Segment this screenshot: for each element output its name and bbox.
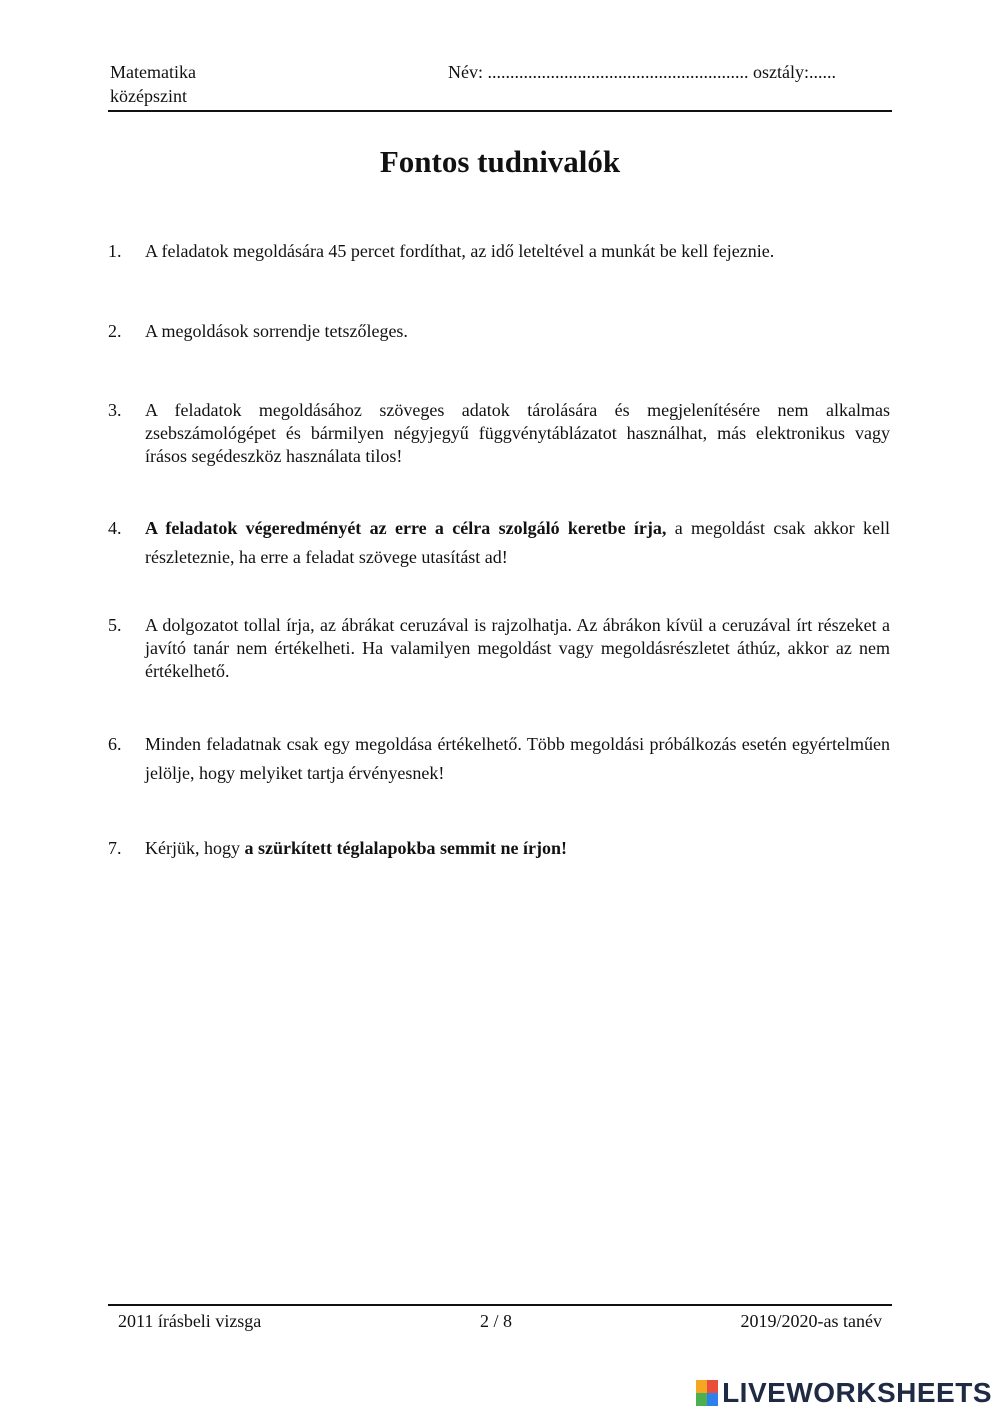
list-item-number: 2. bbox=[108, 321, 122, 341]
list-item bbox=[108, 514, 890, 572]
list-item bbox=[108, 730, 890, 788]
liveworksheets-wordmark: LIVEWORKSHEETS bbox=[722, 1377, 992, 1408]
list-item bbox=[108, 837, 890, 860]
list-item-text: Minden feladatnak csak egy megoldása értékelhető. Több megoldási próbálkozás esetén egyértelműen jelölje, hogy melyiket tartja érvényesnek! bbox=[145, 734, 890, 783]
logo-square-orange bbox=[696, 1380, 707, 1393]
header-name-class-line: Név: .......................................................... osztály:...... bbox=[448, 62, 836, 82]
list-item-text: A feladatok megoldásához szöveges adatok tárolására és megjelenítésére nem alkalmas zsebszámológépet és bármilyen négyjegyű függvénytáblázatot használhat, más elektronikus vagy írásos segédeszköz használata tilos! bbox=[145, 400, 890, 466]
page-title: Fontos tudnivalók bbox=[379, 144, 621, 179]
list-item bbox=[108, 240, 890, 263]
list-item-number: 3. bbox=[108, 400, 122, 420]
page-footer bbox=[108, 1304, 892, 1336]
liveworksheets-logo-icon bbox=[696, 1380, 718, 1406]
list-item-number: 5. bbox=[108, 615, 122, 635]
list-item-text: A megoldások sorrendje tetszőleges. bbox=[145, 321, 408, 341]
footer-page-number: 2 / 8 bbox=[480, 1311, 513, 1331]
page-header bbox=[108, 60, 892, 112]
list-item-number: 1. bbox=[108, 241, 122, 261]
list-item-text: A feladatok végeredményét az erre a célra szolgáló keretbe írja, a megoldást csak akkor kell részleteznie, ha erre a feladat szövege utasítást ad! bbox=[145, 518, 891, 567]
list-item bbox=[108, 614, 890, 683]
list-item-text: A feladatok megoldására 45 percet fordíthat, az idő leteltével a munkát be kell fejeznie. bbox=[145, 241, 775, 261]
list-item-text: A dolgozatot tollal írja, az ábrákat ceruzával is rajzolhatja. Az ábrákon kívül a ceruzával írt részeket a javító tanár nem értékelheti. Ha valamilyen megoldást vagy megoldásrészletet áthúz, akkor az nem értékelhető. bbox=[145, 615, 890, 681]
footer-exam-label: 2011 írásbeli vizsga bbox=[118, 1311, 262, 1331]
header-subject-block bbox=[110, 60, 196, 108]
list-item-number: 7. bbox=[108, 838, 122, 858]
header-level: középszint bbox=[110, 86, 187, 106]
footer-school-year: 2019/2020-as tanév bbox=[740, 1311, 882, 1331]
list-item-text: Kérjük, hogy a szürkített téglalapokba semmit ne írjon! bbox=[145, 838, 567, 858]
header-subject: Matematika bbox=[110, 62, 196, 82]
list-item-number: 4. bbox=[108, 518, 122, 538]
list-item bbox=[108, 399, 890, 468]
logo-square-red bbox=[707, 1380, 718, 1393]
list-item-number: 6. bbox=[108, 734, 122, 754]
logo-square-green bbox=[696, 1393, 707, 1406]
liveworksheets-brand[interactable] bbox=[696, 1377, 992, 1409]
list-item bbox=[108, 320, 890, 343]
logo-square-blue bbox=[707, 1393, 718, 1406]
